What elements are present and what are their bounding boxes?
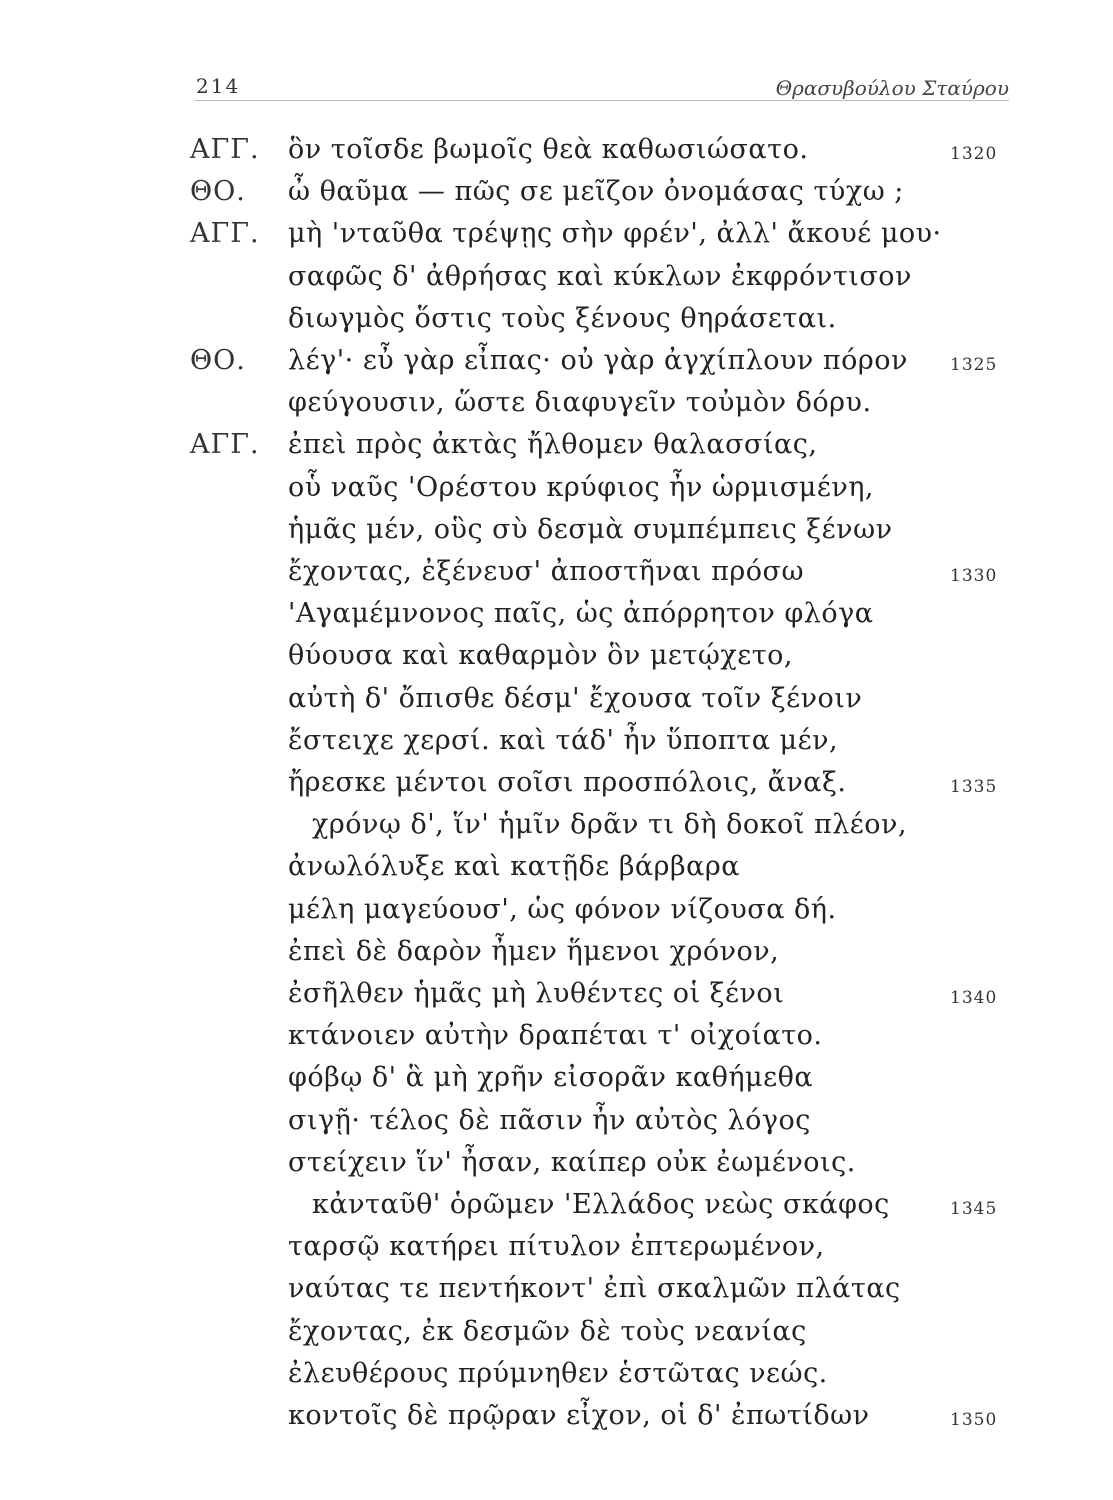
verse-line	[0, 130, 1113, 170]
verse-line	[0, 1269, 1113, 1309]
verse-text: ταρσῷ κατήρει πίτυλον ἐπτερωμένον,	[288, 1231, 825, 1263]
speaker-label: ΑΓΓ.	[190, 429, 260, 461]
line-number: 1350	[950, 1410, 998, 1430]
verse-text: σιγῇ· τέλος δὲ πᾶσιν ἦν αὐτὸς λόγος	[288, 1104, 811, 1136]
verse-line	[0, 1101, 1113, 1141]
verse-text: ἐπεὶ πρὸς ἀκτὰς ἤλθομεν θαλασσίας,	[288, 429, 818, 461]
verse-text: ἐσῆλθεν ἡμᾶς μὴ λυθέντες οἱ ξένοι	[288, 978, 785, 1009]
verse-line	[0, 890, 1113, 930]
verse-line	[0, 214, 1113, 254]
line-number: 1320	[950, 144, 998, 164]
verse-line	[0, 805, 1113, 845]
verse-line	[0, 1016, 1113, 1056]
verse-line	[0, 341, 1113, 381]
verse-text: οὗ ναῦς 'Ορέστου κρύφιος ἦν ὡρμισμένη,	[288, 471, 874, 503]
verse-line	[0, 383, 1113, 423]
verse-text: ἡμᾶς μέν, οὓς σὺ δεσμὰ συμπέμπεις ξένων	[288, 513, 893, 545]
verse-text: κἀνταῦθ' ὁρῶμεν 'Ελλάδος νεὼς σκάφος	[312, 1189, 890, 1220]
line-number: 1345	[950, 1199, 998, 1219]
verse-text: ἐπεὶ δὲ δαρὸν ἦμεν ἥμενοι χρόνον,	[288, 935, 780, 967]
verse-line	[0, 1058, 1113, 1098]
verse-text: 'Αγαμέμνονος παῖς, ὡς ἀπόρρητον φλόγα	[288, 598, 874, 630]
verse-text: ναύτας τε πεντήκοντ' ἐπὶ σκαλμῶν πλάτας	[288, 1273, 901, 1305]
line-number: 1330	[950, 566, 998, 586]
verse-text: ὦ θαῦμα — πῶς σε μεῖζον ὀνομάσας τύχω ;	[288, 176, 904, 208]
verse-text: σαφῶς δ' ἀθρήσας καὶ κύκλων ἐκφρόντισον	[288, 260, 912, 292]
verse-text: ἔστειχε χερσί. καὶ τάδ' ἦν ὕποπτα μέν,	[288, 724, 839, 756]
verse-text: θύουσα καὶ καθαρμὸν ὃν μετῴχετο,	[288, 640, 793, 672]
verse-text: διωγμὸς ὅστις τοὺς ξένους θηράσεται.	[288, 302, 837, 334]
verse-text: ἐλευθέρους πρύμνηθεν ἑστῶτας νεώς.	[288, 1357, 828, 1389]
verse-text: αὐτὴ δ' ὄπισθε δέσμ' ἔχουσα τοῖν ξένοιν	[288, 682, 863, 714]
verse-line	[0, 510, 1113, 550]
verse-line	[0, 721, 1113, 761]
speaker-label: ΘΟ.	[190, 176, 246, 208]
verse-line	[0, 932, 1113, 972]
line-number: 1335	[950, 777, 998, 797]
verse-line	[0, 1185, 1113, 1225]
speaker-label: ΑΓΓ.	[190, 134, 260, 165]
verse-line	[0, 1312, 1113, 1352]
speaker-label: ΘΟ.	[190, 345, 246, 376]
verse-text: στείχειν ἵν' ἦσαν, καίπερ οὐκ ἐωμένοις.	[288, 1146, 856, 1178]
verse-text: μὴ 'νταῦθα τρέψῃς σὴν φρέν', ἀλλ' ἄκουέ μου·	[288, 218, 942, 250]
verse-line	[0, 257, 1113, 297]
page-number: 214	[196, 74, 241, 98]
verse-line	[0, 763, 1113, 803]
verse-text: ἔχοντας, ἐξένευσ' ἀποστῆναι πρόσω	[288, 556, 804, 587]
verse-line	[0, 1227, 1113, 1267]
verse-text: ἔχοντας, ἐκ δεσμῶν δὲ τοὺς νεανίας	[288, 1315, 807, 1347]
verse-line	[0, 299, 1113, 339]
verse-line	[0, 1354, 1113, 1394]
verse-text: κτάνοιεν αὐτὴν δραπέται τ' οἰχοίατο.	[288, 1020, 823, 1052]
verse-text: φόβῳ δ' ἃ μὴ χρῆν εἰσορᾶν καθήμεθα	[288, 1062, 814, 1094]
verse-text: φεύγουσιν, ὥστε διαφυγεῖν τοὐμὸν δόρυ.	[288, 387, 872, 419]
verse-line	[0, 1396, 1113, 1436]
verse-text: ὃν τοῖσδε βωμοῖς θεὰ καθωσιώσατο.	[288, 134, 809, 165]
verse-text: ἤρεσκε μέντοι σοῖσι προσπόλοις, ἄναξ.	[288, 767, 847, 798]
verse-text: ἀνωλόλυξε καὶ κατῇδε βάρβαρα	[288, 851, 740, 883]
header-rule	[194, 100, 1009, 101]
verse-line	[0, 679, 1113, 719]
verse-line	[0, 847, 1113, 887]
line-number: 1340	[950, 988, 998, 1008]
verse-line	[0, 1143, 1113, 1183]
verse-text: μέλη μαγεύουσ', ὡς φόνον νίζουσα δή.	[288, 893, 837, 925]
verse-line	[0, 552, 1113, 592]
verse-line	[0, 468, 1113, 508]
verse-line	[0, 594, 1113, 634]
verse-line	[0, 172, 1113, 212]
running-head: Θρασυβούλου Σταύρου	[775, 76, 1009, 100]
verse-text: λέγ'· εὖ γὰρ εἶπας· οὐ γὰρ ἀγχίπλουν πόρον	[288, 345, 908, 376]
line-number: 1325	[950, 355, 998, 375]
speaker-label: ΑΓΓ.	[190, 218, 260, 250]
verse-text: κοντοῖς δὲ πρῷραν εἶχον, οἱ δ' ἐπωτίδων	[288, 1400, 870, 1431]
verse-line	[0, 425, 1113, 465]
verse-line	[0, 636, 1113, 676]
verse-text: χρόνῳ δ', ἵν' ἡμῖν δρᾶν τι δὴ δοκοῖ πλέον,	[312, 809, 908, 841]
verse-line	[0, 974, 1113, 1014]
